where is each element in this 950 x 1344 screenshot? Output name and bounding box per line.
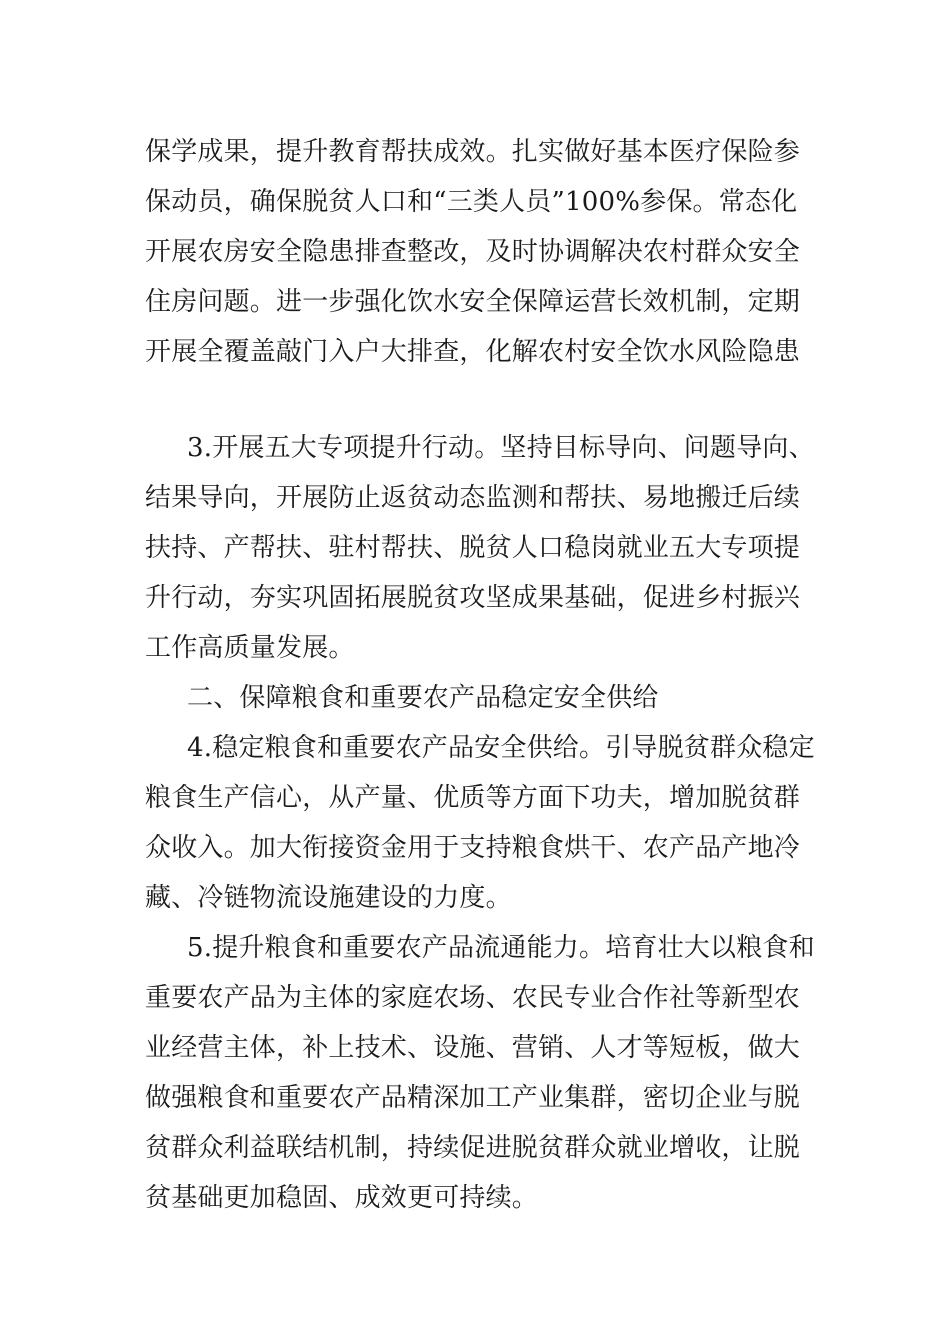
paragraph-4-heading-line: 4.稳定粮食和重要农产品安全供给。引导脱贫群众稳定	[187, 733, 815, 763]
paragraph-5-heading-line: 5.提升粮食和重要农产品流通能力。培育壮大以粮食和	[187, 933, 815, 963]
text-line: 业经营主体，补上技术、设施、营销、人才等短板，做大	[145, 1033, 801, 1063]
text-line: 贫基础更加稳固、成效更可持续。	[145, 1183, 539, 1213]
paragraph-3-heading-line: 3.开展五大专项提升行动。坚持目标导向、问题导向、	[187, 433, 815, 463]
text-line: 扶持、产帮扶、驻村帮扶、脱贫人口稳岗就业五大专项提	[145, 533, 801, 563]
text-line: 藏、冷链物流设施建设的力度。	[145, 883, 512, 913]
section-heading: 二、保障粮食和重要农产品稳定安全供给	[187, 683, 659, 713]
text-line: 升行动，夯实巩固拓展脱贫攻坚成果基础，促进乡村振兴	[145, 583, 801, 613]
text-line: 众收入。加大衔接资金用于支持粮食烘干、农产品产地冷	[145, 833, 801, 863]
text-line: 开展全覆盖敲门入户大排查，化解农村安全饮水风险隐患	[145, 337, 801, 367]
text-line: 开展农房安全隐患排查整改，及时协调解决农村群众安全	[145, 237, 801, 267]
text-line: 重要农产品为主体的家庭农场、农民专业合作社等新型农	[145, 983, 801, 1013]
text-line: 做强粮食和重要农产品精深加工产业集群，密切企业与脱	[145, 1083, 801, 1113]
text-line: 工作高质量发展。	[145, 633, 355, 663]
text-line: 粮食生产信心，从产量、优质等方面下功夫，增加脱贫群	[145, 783, 801, 813]
text-line: 结果导向，开展防止返贫动态监测和帮扶、易地搬迁后续	[145, 483, 801, 513]
text-line: 住房问题。进一步强化饮水安全保障运营长效机制，定期	[145, 287, 801, 317]
text-line: 贫群众利益联结机制，持续促进脱贫群众就业增收，让脱	[145, 1133, 801, 1163]
text-line: 保动员，确保脱贫人口和“三类人员”100%参保。常态化	[145, 187, 798, 217]
text-line: 保学成果，提升教育帮扶成效。扎实做好基本医疗保险参	[145, 137, 801, 167]
